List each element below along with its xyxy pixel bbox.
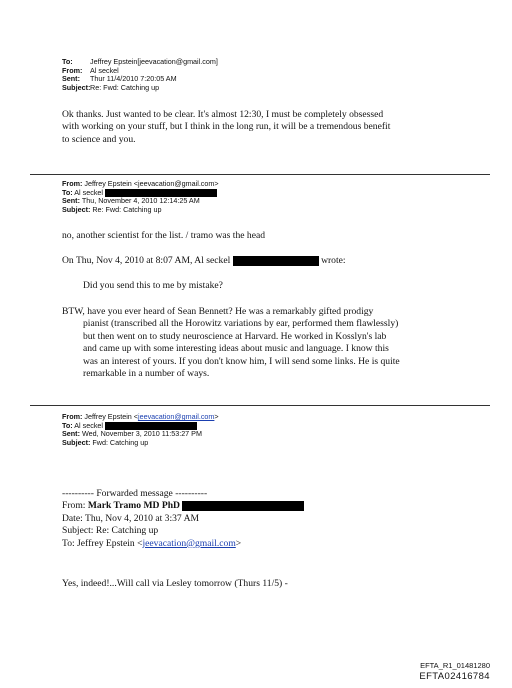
divider	[30, 174, 490, 175]
from-label: From:	[62, 65, 83, 75]
email1-header	[62, 58, 218, 92]
btw-line: was an interest of yours. If you don't know him, I will send some links. He is quite	[83, 355, 400, 367]
body-line: to science and you.	[62, 133, 136, 145]
to-value: Jeffrey Epstein[jeevacation@gmail.com]	[90, 57, 218, 66]
email2-header	[62, 180, 219, 214]
divider	[30, 405, 490, 406]
btw-paragraph	[62, 306, 400, 380]
to-label: To:	[62, 420, 73, 430]
fwd-to-email-link[interactable]: jeevacation@gmail.com	[142, 537, 236, 549]
from-label: From:	[62, 412, 83, 421]
quote-wrote: wrote:	[321, 255, 346, 266]
from-value: Al seckel	[90, 65, 119, 75]
fwd-to-suffix: >	[235, 537, 242, 549]
btw-line: BTW, have you ever heard of Sean Bennett? He was a remarkably gifted prodigy	[62, 306, 374, 317]
reply-text: no, another scientist for the list. / tramo was the head	[62, 230, 266, 241]
sent-value: Thur 11/4/2010 7:20:05 AM	[90, 74, 177, 84]
sent-label: Sent:	[62, 196, 80, 206]
btw-line: and came up with some interesting ideas about music and language. I know this	[83, 343, 389, 355]
quote-intro	[62, 255, 346, 267]
subject-value: Fwd: Catching up	[92, 437, 149, 447]
quote-intro-text: On Thu, Nov 4, 2010 at 8:07 AM, Al seckel	[62, 255, 231, 266]
document-id-2: EFTA02416784	[419, 671, 490, 682]
fwd-from-label: From:	[62, 500, 86, 512]
body-line: Ok thanks. Just wanted to be clear. It's almost 12:30, I must be completely obsessed	[62, 109, 384, 120]
from-email-link[interactable]: jeevacation@gmail.com	[137, 412, 215, 421]
redaction-bar	[182, 501, 304, 511]
btw-line: pianist (transcribed all the Horowitz variations by ear, performed them flawlessly)	[83, 318, 399, 330]
email1-body	[62, 109, 390, 146]
subject-value: Re: Fwd: Catching up	[92, 204, 162, 214]
sent-label: Sent:	[62, 429, 80, 439]
subject-label: Subject:	[62, 82, 91, 92]
btw-line: remarkable in a number of ways.	[83, 368, 210, 380]
final-line: Yes, indeed!...Will call via Lesley tomorrow (Thurs 11/5) -	[62, 578, 288, 589]
forwarded-header: ---------- Forwarded message ----------	[62, 488, 208, 499]
sent-value: Thu, November 4, 2010 12:14:25 AM	[81, 196, 200, 206]
subject-label: Subject:	[62, 437, 91, 447]
email3-header	[62, 413, 219, 447]
forwarded-block	[62, 488, 304, 550]
from-name: Jeffrey Epstein <	[84, 412, 138, 421]
subject-label: Subject:	[62, 204, 91, 214]
subject-value: Re: Fwd: Catching up	[90, 82, 160, 92]
sent-value: Wed, November 3, 2010 11:53:27 PM	[81, 429, 202, 439]
quoted-question: Did you send this to me by mistake?	[83, 280, 223, 291]
fwd-from-name: Mark Tramo MD PhD	[87, 500, 180, 512]
fwd-to-prefix: To: Jeffrey Epstein <	[62, 537, 143, 549]
to-label: To:	[62, 57, 73, 66]
to-value: Al seckel	[74, 420, 104, 430]
from-value: Jeffrey Epstein <jeevacation@gmail.com>	[84, 179, 219, 188]
body-line: with working on your stuff, but I think in the long run, it will be a tremendous benefit	[62, 121, 391, 133]
redaction-bar	[233, 256, 319, 266]
from-label: From:	[62, 179, 83, 188]
to-value: Al seckel	[74, 187, 104, 197]
fwd-date: Date: Thu, Nov 4, 2010 at 3:37 AM	[62, 512, 200, 524]
fwd-subject: Subject: Re: Catching up	[62, 525, 159, 537]
btw-line: but then went on to study neuroscience at Harvard. He worked in Kosslyn's lab	[83, 330, 387, 342]
to-label: To:	[62, 187, 73, 197]
sent-label: Sent:	[62, 74, 80, 84]
document-id-1: EFTA_R1_01481280	[420, 661, 490, 670]
from-end: >	[214, 412, 219, 421]
